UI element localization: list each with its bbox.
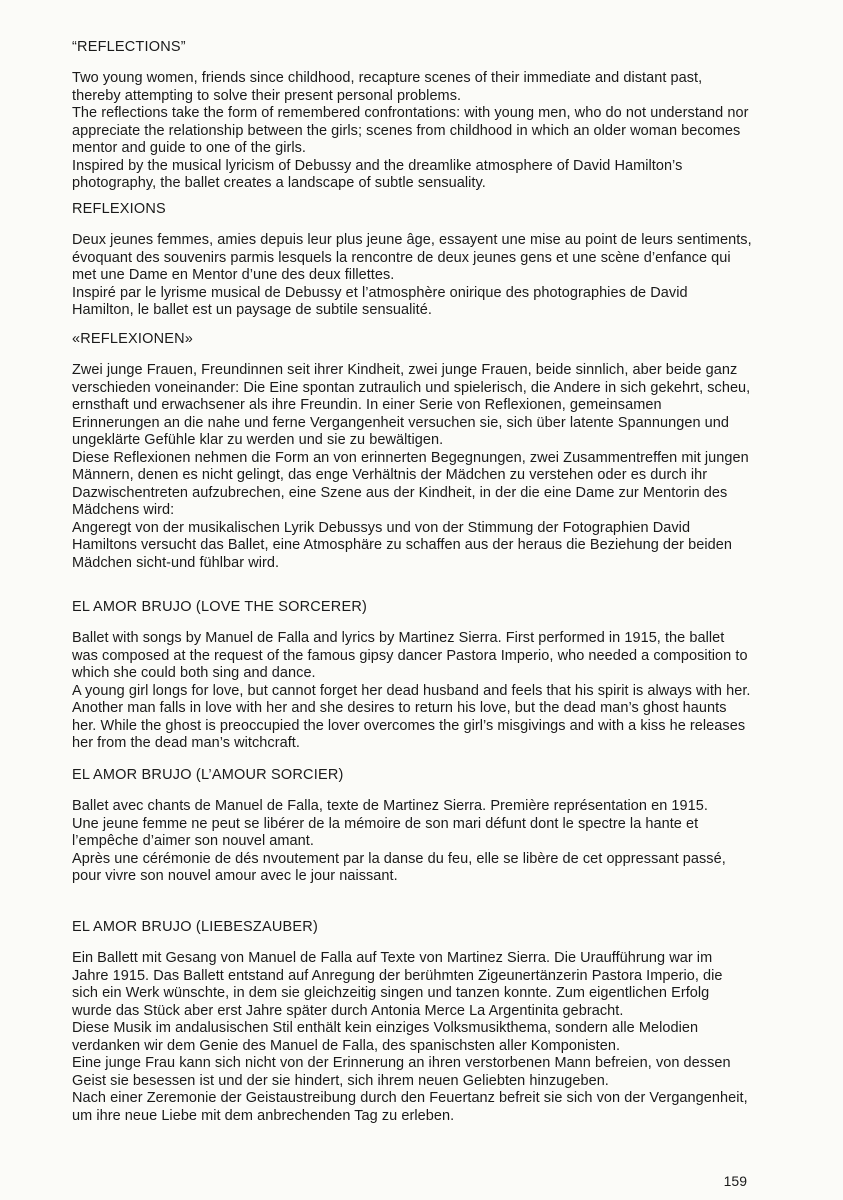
paragraph: Une jeune femme ne peut se libérer de la mémoire de son mari défunt dont le spectre la hante et l’empêche d’aimer son nouvel amant. bbox=[72, 815, 699, 849]
section-heading: EL AMOR BRUJO (L’AMOUR SORCIER) bbox=[72, 767, 344, 783]
paragraph: Deux jeunes femmes, amies depuis leur plus jeune âge, essayent une mise au point de leurs sentiments, évoquant des souvenirs parmis lesquels la rencontre de deux jeunes gens et une scène d’enfance qui met une Dame en Mentor d’une des deux fillettes. bbox=[72, 232, 752, 283]
section-heading: REFLEXIONS bbox=[72, 201, 166, 217]
paragraph: Zwei junge Frauen, Freundinnen seit ihrer Kindheit, zwei junge Frauen, beide sinnlich, aber beide ganz verschieden voneinander: Die Eine spontan zutraulich und spielerisch, die Andere in sich gekehrt, scheu, ernsthaft und erwachsener als ihre Freundin. In einer Serie von Reflexionen, gemeinsamen Erinnerungen an die nahe und ferne Vergangenheit versuchen sie, sich über latente Spannungen und ungeklärte Gefühle klar zu werden und sie zu bewältigen. bbox=[72, 362, 751, 448]
paragraph: Ballet avec chants de Manuel de Falla, texte de Martinez Sierra. Première représentation en 1915. bbox=[72, 798, 708, 814]
paragraph: Inspired by the musical lyricism of Debussy and the dreamlike atmosphere of David Hamilton’s photography, the ballet creates a landscape of subtle sensuality. bbox=[72, 157, 683, 191]
paragraph: Angeregt von der musikalischen Lyrik Debussys und von der Stimmung der Fotographien David Hamiltons versucht das Ballet, eine Atmosphäre zu schaffen aus der heraus die Beziehung der beiden Mädchen sicht-und fühlbar wird. bbox=[72, 519, 732, 571]
paragraph: The reflections take the form of remembered confrontations: with young men, who do not understand nor appreciate the relationship between the girls; scenes from childhood in which an older woman becomes mentor and guide to one of the girls. bbox=[72, 105, 749, 156]
paragraph: Eine junge Frau kann sich nicht von der Erinnerung an ihren verstorbenen Mann befreien, von dessen Geist sie besessen ist und der sie hindert, sich ihrem neuen Geliebten hinzugeben. bbox=[72, 1055, 731, 1089]
paragraph: Diese Reflexionen nehmen die Form an von erinnerten Begegnungen, zwei Zusammentreffen mit jungen Männern, denen es nicht gelingt, das enge Verhältnis der Mädchen zu verstehen oder es durch ihr Dazwischentreten aufzubrechen, eine Szene aus der Kindheit, in der die eine Dame zur Mentorin des Mädchens wird: bbox=[72, 449, 749, 518]
section-heading: «REFLEXIONEN» bbox=[72, 331, 194, 347]
paragraph: Inspiré par le lyrisme musical de Debussy et l’atmosphère onirique des photographies de David Hamilton, le ballet est un paysage de subtile sensualité. bbox=[72, 284, 688, 318]
section-amor-brujo-en bbox=[72, 598, 752, 753]
paragraph: Two young women, friends since childhood, recapture scenes of their immediate and distant past, thereby attempting to solve their present personal problems. bbox=[72, 70, 703, 104]
section-heading: EL AMOR BRUJO (LIEBESZAUBER) bbox=[72, 919, 318, 935]
paragraph: Ballet with songs by Manuel de Falla and lyrics by Martinez Sierra. First performed in 1915, the ballet was composed at the request of the famous gipsy dancer Pastora Imperio, who needed a composition to which she could both sing and dance. bbox=[72, 630, 748, 681]
section-heading: “REFLECTIONS” bbox=[72, 39, 186, 55]
page-number: 159 bbox=[723, 1173, 747, 1189]
paragraph: Nach einer Zeremonie der Geistaustreibung durch den Feuertanz befreit sie sich von der Vergangenheit, um ihre neue Liebe mit dem anbrechenden Tag zu erleben. bbox=[72, 1090, 748, 1124]
section-reflexions-fr bbox=[72, 200, 752, 320]
section-heading: EL AMOR BRUJO (LOVE THE SORCERER) bbox=[72, 599, 368, 615]
section-amor-brujo-de bbox=[72, 918, 752, 1125]
paragraph: Diese Musik im andalusischen Stil enthält kein einziges Volksmusikthema, sondern alle Melodien verdanken wir dem Genie des Manuel de Falla, des spanischsten aller Komponisten. bbox=[72, 1020, 699, 1054]
section-reflexionen-de bbox=[72, 330, 752, 572]
section-reflections-en bbox=[72, 38, 752, 193]
section-amor-brujo-fr bbox=[72, 766, 752, 886]
paragraph: A young girl longs for love, but cannot forget her dead husband and feels that his spirit is always with her. Another man falls in love with her and she desires to return his love, but the dead man’s ghost haunts her. While the ghost is preoccupied the lover overcomes the girl’s misgivings and with a kiss he releases her from the dead man’s witchcraft. bbox=[72, 682, 751, 751]
paragraph: Ein Ballett mit Gesang von Manuel de Falla auf Texte von Martinez Sierra. Die Uraufführung war im Jahre 1915. Das Ballett entstand auf Anregung der berühmten Zigeunertänzerin Pastora Imperio, die sich ein Werk wünschte, in dem sie gleichzeitig singen und tanzen konnte. Zum eigentlichen Erfolg wurde das Stück aber erst Jahre später durch Antonia Merce La Argentinita gebracht. bbox=[72, 950, 723, 1019]
paragraph: Après une cérémonie de dés nvoutement par la danse du feu, elle se libère de cet oppressant passé, pour vivre son nouvel amour avec le jour naissant. bbox=[72, 850, 726, 884]
